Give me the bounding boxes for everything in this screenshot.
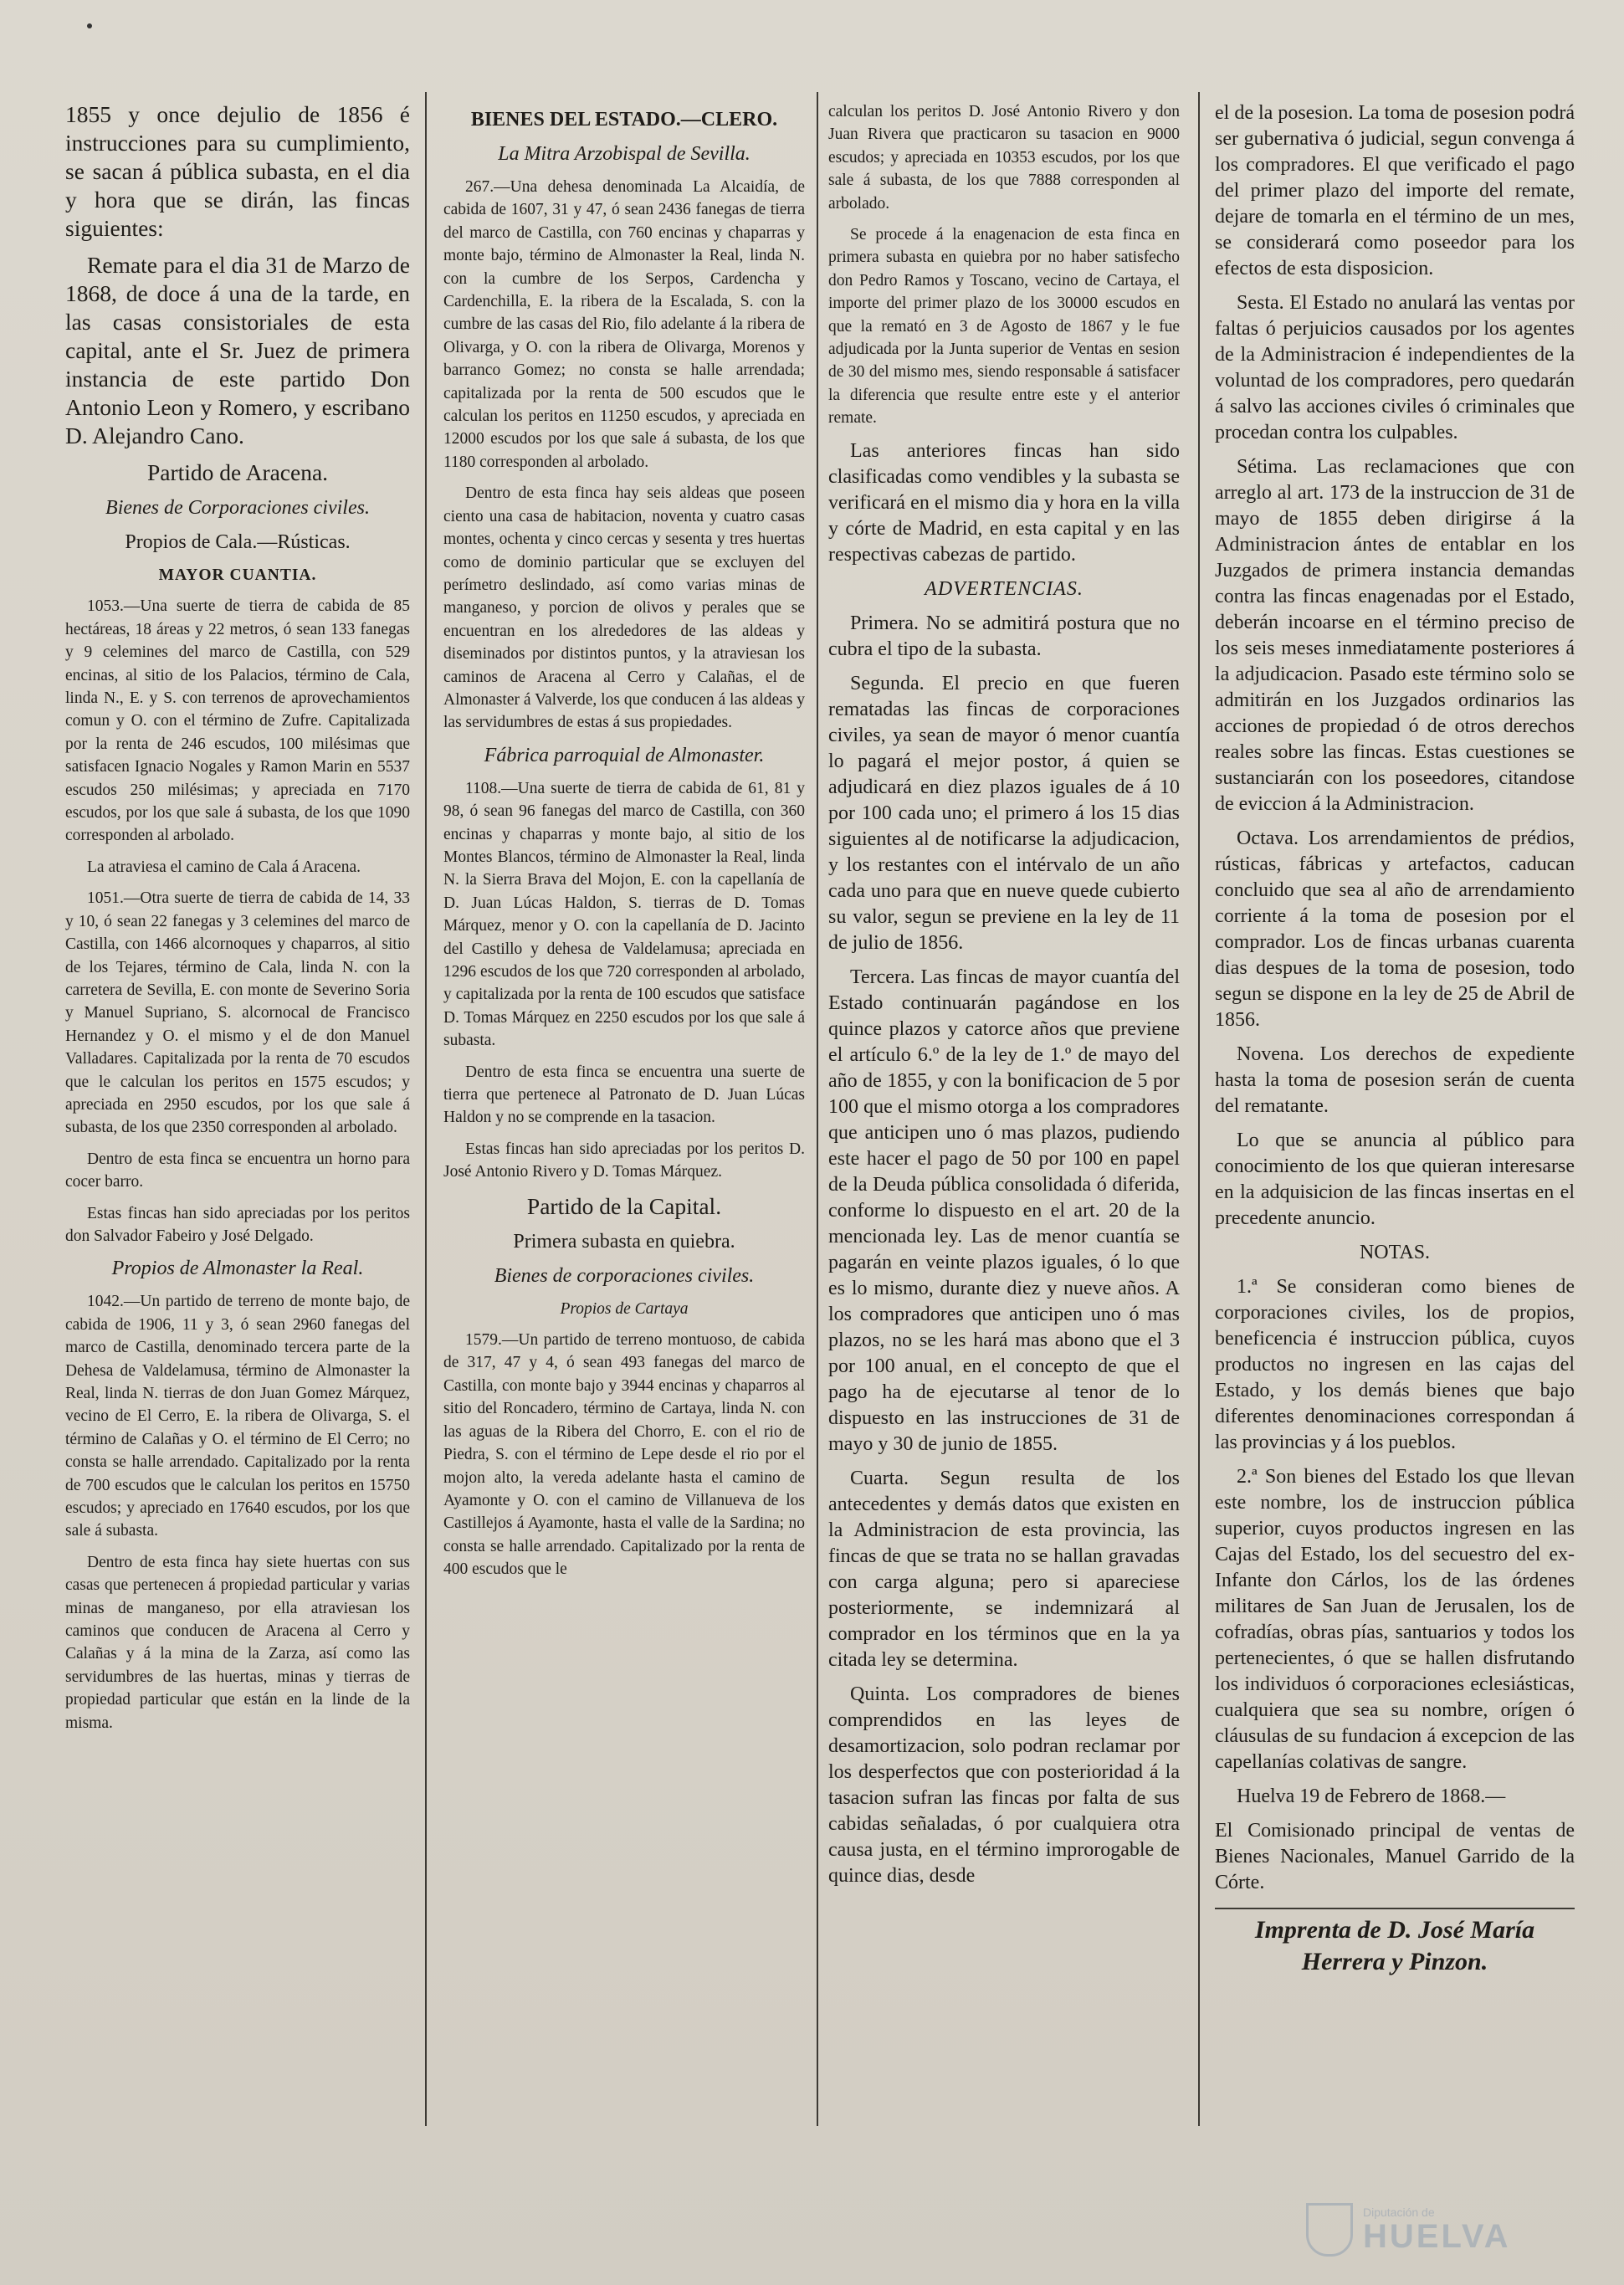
imprint-line-2: Herrera y Pinzon. xyxy=(1301,1948,1488,1975)
note-paragraph: Las anteriores fincas han sido clasificadas como vendibles y la subasta se verificará en el mismo dia y hora en la villa y córte de Madrid, en esta capital y en las respectivas cabezas de partido. xyxy=(828,439,1180,566)
remate-paragraph: Remate para el dia 31 de Marzo de 1868, de doce á una de la tarde, en las casas consistoriales de esta capital, ante el Sr. Juez de primera instancia de este partido Don Antonio Leon y Romero, y escribano D. Alejandro Cano. xyxy=(65,252,410,448)
watermark-text xyxy=(1363,2206,1511,2254)
note-paragraph: Estas fincas han sido apreciadas por los peritos D. José Antonio Rivero y D. Tomas Márquez. xyxy=(443,1140,805,1181)
note-paragraph: Dentro de esta finca hay siete huertas con sus casas que pertenecen á propiedad particular y varias minas de manganeso, por ella atraviesan los caminos que conducen de Aracena al Cerro y Calañas y á la mina de la Zarza, así como las servidumbres de las huertas, minas y tierras de propiedad particular que están en la linde de la misma. xyxy=(65,1553,410,1732)
column-1 xyxy=(65,100,410,2151)
lot-paragraph: 1108.—Una suerte de tierra de cabida de 61, 81 y 98, ó sean 96 fanegas del marco de Castilla, con 360 encinas y chaparras y monte bajo, al sitio de los Montes Blancos, término de Almonaster la Real, linda N. la Sierra Brava del Mojon, E. con la capellanía de D. Juan Lúcas Haldon, S. tierras de D. Tomas Márquez, menor y O. con la capellanía de D. Jacinto del Castillo y dehesa de Valdelamusa; apreciada en 1296 escudos de los que 720 corresponden al arbolado, y capitalizada por la renta de 100 escudos que satisface D. Tomas Márquez en 2250 escudos por los que sale á subasta. xyxy=(443,779,805,1050)
note-paragraph: Dentro de esta finca se encuentra un horno para cocer barro. xyxy=(65,1150,410,1191)
watermark-small: Diputación de xyxy=(1363,2206,1435,2219)
section-heading: Partido de Aracena. xyxy=(146,459,329,485)
continued-paragraph: el de la posesion. La toma de posesion podrá ser gubernativa ó judicial, segun convenga á los compradores. El que verificado el pago del primer plazo del importe del remate, dejare de tomarla en el término de un mes, se considerará como poseedor para los efectos de esta disposicion. xyxy=(1215,102,1575,279)
archive-watermark xyxy=(1306,2198,1574,2262)
note-paragraph: 2.ª Son bienes del Estado los que llevan este nombre, los de instruccion pública superior, cuyos productos ingresen en las Cajas del Estado, los del secuestro del ex-Infante don Cárlos, los de las órdenes militares de San Juan de Jerusalen, los de cofradías, obras pías, santuarios y todos los pertenecientes, ó que se hallen disfrutando los individuos ó corporaciones eclesiásticas, cualquiera que sea su nombre, orígen ó cláusulas de su fundacion á excepcion de las capellanías colativas de sangre. xyxy=(1215,1466,1575,1773)
note-paragraph: 1.ª Se consideran como bienes de corporaciones civiles, los de propios, beneficencia é instruccion pública, cuyos productos no ingresen en las cajas del Estado, y los demás bienes que bajo diferentes denominaciones correspondan á las provincias y á los pueblos. xyxy=(1215,1276,1575,1453)
divider xyxy=(1215,1908,1575,1909)
clause-paragraph: Novena. Los derechos de expediente hasta la toma de posesion serán de cuenta del rematante. xyxy=(1215,1043,1575,1117)
clause-paragraph: Tercera. Las fincas de mayor cuantía del Estado continuarán pagándose en los quince plazos y catorce años que previene el artículo 6.º de la ley de 1.º de mayo del año de 1855, y con la bonificacion de 5 por 100 que el mismo otorga a los compradores que anticipen uno ó mas plazos, pudiendo este hacer el pago de 50 por 100 en papel de la Deuda pública consolidada ó diferida, conforme lo dispuesto en el art. 20 de la mencionada ley. Las de menor cuantía se pagarán en veinte plazos iguales, ó lo que es lo mismo, durante diez y nueve años. A los compradores que anticipen uno ó mas plazos, no se les hará mas abono que el 3 por 100 anual, en el concepto de que el pago ha de ejecutarse al tenor de lo dispuesto en las instrucciones de 31 de mayo y 30 de junio de 1855. xyxy=(828,966,1180,1455)
lot-paragraph: 1053.—Una suerte de tierra de cabida de 85 hectáreas, 18 áreas y 22 metros, ó sean 133 fanegas y 9 celemines del marco de Castilla, con 529 encinas, al sitio de los Palacios, término de Cala, linda N., E. y S. con terrenos de aprovechamientos comun y O. con el término de Zufre. Capitalizada por la renta de 246 escudos, 100 milésimas que satisfacen Ignacio Nogales y Ramon Marin en 5537 escudos 250 milésimas; y apreciada en 7170 escudos, por los que sale á subasta, de los que 1090 corresponden al arbolado. xyxy=(65,597,410,845)
subsection-heading: Propios de Cala.—Rústicas. xyxy=(125,531,351,553)
note-paragraph: La atraviesa el camino de Cala á Aracena. xyxy=(87,858,361,876)
clause-paragraph: Sesta. El Estado no anulará las ventas por faltas ó perjuicios causados por los agentes de la Administracion é independientes de la voluntad de los compradores, pero quedarán á salvo las acciones civiles ó criminales que procedan contra los culpables. xyxy=(1215,292,1575,443)
column-2 xyxy=(443,100,805,2151)
section-heading: ADVERTENCIAS. xyxy=(925,577,1084,600)
section-heading: BIENES DEL ESTADO.—CLERO. xyxy=(470,109,778,131)
clause-paragraph: Sétima. Las reclamaciones que con arreglo al art. 173 de la instruccion de 31 de mayo de 1855 deben dirigirse á la Administracion ántes de entablar en los Juzgados de primera instancia demandas contra las fincas enagenadas por el Estado, deberán incoarse en el término preciso de los seis meses inmediatamente posteriores á la adjudicacion. Pasado este término solo se admitirán en los Juzgados ordinarios las acciones de propiedad ó de otros derechos reales sobre las fincas. Estas cuestiones se sustanciarán con los poseedores, citandose de eviccion á la Administracion. xyxy=(1215,456,1575,815)
continued-paragraph: calculan los peritos D. José Antonio Rivero y don Juan Rivera que practicaron su tasacion en 9000 escudos; y apreciada en 10353 escudos, por los que sale á subasta, de los que 7888 corresponden al arbolado. xyxy=(828,103,1180,213)
column-4 xyxy=(1215,100,1575,2151)
note-paragraph: Dentro de esta finca se encuentra una suerte de tierra que pertenece al Patronato de D. Juan Lúcas Haldon y no se comprende en la tasacion. xyxy=(443,1063,805,1127)
clause-paragraph: Octava. Los arrendamientos de prédios, rústicas, fábricas y artefactos, caducan concluido que sea al año de arrendamiento corriente á la toma de posesion por el comprador. Los de fincas urbanas cuarenta dias despues de la toma de posesion, todo segun se dispone en la ley de 25 de Abril de 1856. xyxy=(1215,827,1575,1031)
subsection-heading: La Mitra Arzobispal de Sevilla. xyxy=(498,143,751,165)
lot-paragraph: 267.—Una dehesa denominada La Alcaidía, de cabida de 1607, 31 y 47, ó sean 2436 fanegas de tierra del marco de Castilla, con 760 encinas y chaparras y monte bajo, término de Almonaster la Real, linda N. con la cumbre de los Serpos, Cardencha y Cardenchilla, E. la ribera de la Escalada, S. con la cumbre de las casas del Rio, filo adelante á la ribera de Olivarga, y O. con la ribera de Olivarga, Morenos y barranco Gomez; no consta se halle arrendada; capitalizada por la renta de 500 escudos que le calculan los peritos en 11250 escudos, y apreciada en 12000 escudos por los que sale á subasta, de los que 1180 corresponden al arbolado. xyxy=(443,178,805,471)
lot-paragraph: 1579.—Un partido de terreno montuoso, de cabida de 317, 47 y 4, ó sean 493 fanegas del marco de Castilla, con monte bajo y 3944 encinas y chaparros al sitio del Roncadero, término de Cartaya, linda N. con las aguas de la Ribera del Chorro, E. con el rio de Piedra, S. con el término de Lepe desde el rio por el mojon alto, la vereda adelante hasta el camino de Ayamonte y O. con el camino de Villanueva de los Castillejos á Ayamonte, hasta el valle de la Sardina; no consta se halle arrendado. Capitalizado por la renta de 400 escudos que le xyxy=(443,1331,805,1579)
watermark-big: HUELVA xyxy=(1363,2218,1511,2255)
clause-paragraph: Quinta. Los compradores de bienes comprendidos en las leyes de desamortizacion, solo podran reclamar por los desperfectos que con posterioridad á la tasacion sufran las fincas por falta de sus cabidas señaladas, ó por cualquiera otra causa justa, en el término improrogable de quince dias, desde xyxy=(828,1683,1180,1887)
shield-icon xyxy=(1306,2203,1353,2257)
clause-paragraph: Primera. No se admitirá postura que no cubra el tipo de la subasta. xyxy=(828,612,1180,660)
note-paragraph: Estas fincas han sido apreciadas por los peritos don Salvador Fabeiro y José Delgado. xyxy=(65,1204,410,1245)
subsection-heading: Bienes de corporaciones civiles. xyxy=(494,1264,755,1287)
subsection-heading: Fábrica parroquial de Almonaster. xyxy=(484,744,765,766)
subsection-heading: Propios de Cartaya xyxy=(560,1299,689,1318)
category-heading: MAYOR CUANTIA. xyxy=(158,566,317,584)
section-heading: Partido de la Capital. xyxy=(526,1192,722,1219)
column-rule xyxy=(425,92,427,2126)
section-heading: NOTAS. xyxy=(1359,1242,1431,1263)
signature-paragraph: El Comisionado principal de ventas de Bienes Nacionales, Manuel Garrido de la Córte. xyxy=(1215,1820,1575,1893)
announcement-paragraph: Lo que se anuncia al público para conocimiento de los que quieran interesarse en la adquisicion de las fincas insertas en el precedente anuncio. xyxy=(1215,1130,1575,1229)
column-rule xyxy=(817,92,818,2126)
lot-paragraph: 1042.—Un partido de terreno de monte bajo, de cabida de 1906, 11 y 3, ó sean 2960 fanegas del marco de Castilla, denominado tercera parte de la Dehesa de Valdelamusa, término de Almonaster la Real, linda N. tierras de don Juan Gomez Márquez, vecino de El Cerro, E. la ribera de Olivarga, S. el término de Calañas y O. el término de El Cerro; no consta se halle arrendado. Capitalizado por la renta de 700 escudos que le calculan los peritos en 15750 escudos; y apreciado en 17640 escudos, por los que sale á subasta. xyxy=(65,1293,410,1540)
subsection-heading: Primera subasta en quiebra. xyxy=(513,1230,735,1253)
date-line: Huelva 19 de Febrero de 1868.— xyxy=(1237,1785,1506,1807)
subsection-heading: Propios de Almonaster la Real. xyxy=(111,1258,364,1280)
ink-dot xyxy=(87,23,92,28)
subsection-heading: Bienes de Corporaciones civiles. xyxy=(105,497,370,519)
note-paragraph: Se procede á la enagenacion de esta finca en primera subasta en quiebra por no haber satisfecho don Pedro Ramos y Toscano, vecino de Cartaya, el importe del primer plazo de los 30000 escudos en que la remató en 3 de Agosto de 1867 y le fue adjudicada por la Junta superior de Ventas en sesion de 30 del mismo mes, siendo responsable á satisfacer la diferencia que resulte entre este y el anterior remate. xyxy=(828,226,1180,428)
lot-paragraph: 1051.—Otra suerte de tierra de cabida de 14, 33 y 10, ó sean 22 fanegas y 3 celemines del marco de Castilla, con 1466 alcornoques y chaparros, al sitio de los Tejares, término de Cala, linda N. con la carretera de Sevilla, E. con monte de Severino Soria y Manuel Supriano, S. alcornocal de Francisco Hernandez y O. el mismo y el de don Manuel Valladares. Capitalizada por la renta de 70 escudos que le calculan los peritos en 1575 escudos; y apreciada en 2950 escudos, por los que sale á subasta, de los que 2350 corresponden al arbolado. xyxy=(65,889,410,1137)
imprint-line-1: Imprenta de D. José María xyxy=(1254,1916,1535,1944)
clause-paragraph: Segunda. El precio en que fueren rematadas las fincas de corporaciones civiles, ya sean de mayor ó menor cuantía lo pagará el mejor postor, á quien se adjudicará en diez plazos iguales de á 10 por 100 cada uno; el primero á los 15 dias siguientes al de notificarse la adjudicacion, y los restantes con el intérvalo de un año cada uno para que en nueve quede cubierto su valor, segun se previene en la ley de 11 de julio de 1856. xyxy=(828,672,1180,954)
intro-paragraph: 1855 y once dejulio de 1856 é instrucciones para su cumplimiento, se sacan á pública subasta, en el dia y hora que se dirán, las fincas siguientes: xyxy=(65,101,410,241)
column-rule xyxy=(1198,92,1200,2126)
column-3 xyxy=(828,100,1180,2151)
note-paragraph: Dentro de esta finca hay seis aldeas que poseen ciento una casa de habitacion, noventa y cuatro casas montes, ochenta y cinco cercas y sesenta y tres huertas como de dominio particular que se excluyen del perímetro deslindado, así como varias minas de manganeso, y porcion de olivos y perales que se encuentran en los alrededores de las aldeas y diseminados por distintos puntos, y la atraviesan los caminos de Aracena al Cerro y Calañas, el de Almonaster á Valverde, los que conducen á las aldeas y las servidumbres de estas á sus propiedades. xyxy=(443,484,805,732)
clause-paragraph: Cuarta. Segun resulta de los antecedentes y demás datos que existen en la Administracion de esta provincia, las fincas de que se trata no se hallan gravadas con carga alguna; pero si apareciese posteriormente, se indemnizará al comprador en los términos que en la ya citada ley se determina. xyxy=(828,1467,1180,1671)
